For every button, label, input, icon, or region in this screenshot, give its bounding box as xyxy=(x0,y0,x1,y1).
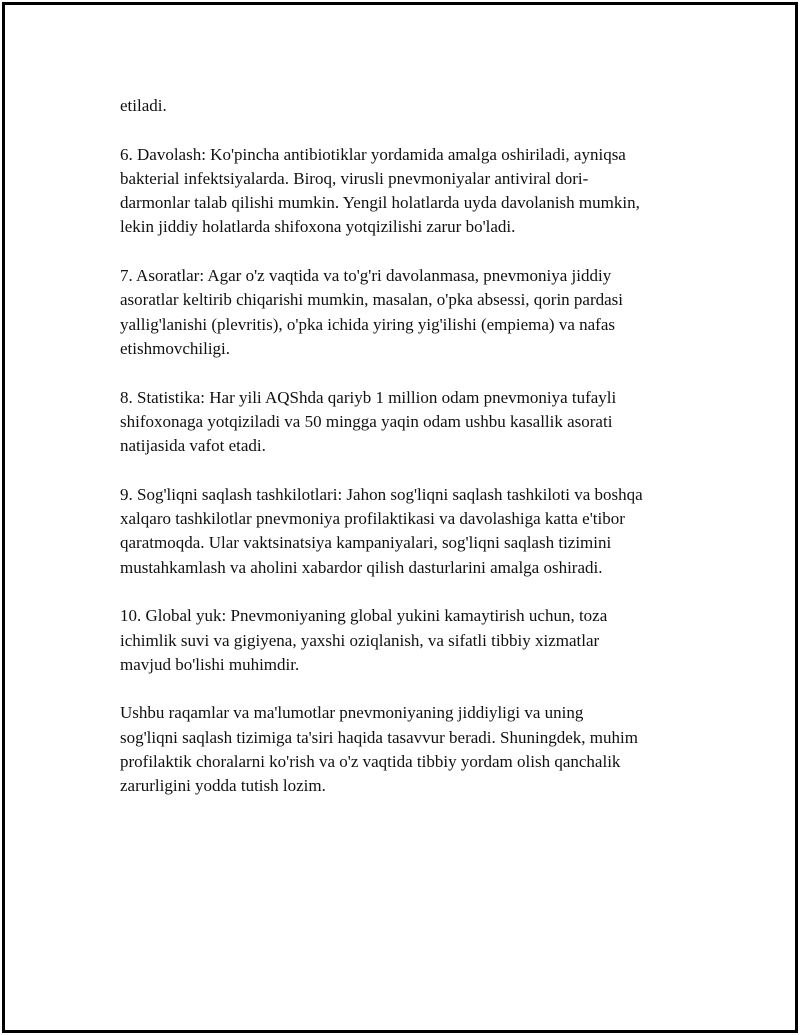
text-line: Ushbu raqamlar va ma'lumotlar pnevmoniyaning jiddiyligi va uning xyxy=(120,703,584,723)
text-line: mustahkamlash va aholini xabardor qilish dasturlarini amalga oshiradi. xyxy=(120,557,603,577)
text-line: ichimlik suvi va gigiyena, yaxshi oziqlanish, va sifatli tibbiy xizmatlar xyxy=(120,630,600,650)
text-line: yallig'lanishi (plevritis), o'pka ichida yiring yig'ilishi (empiema) va nafas xyxy=(120,314,615,334)
text-line: etiladi. xyxy=(120,96,167,115)
paragraph-treatment xyxy=(120,143,700,240)
text-line: sog'liqni saqlash tizimiga ta'siri haqida tasavvur beradi. Shuningdek, muhim xyxy=(120,727,638,747)
page-frame xyxy=(2,2,798,1033)
text-line: qaratmoqda. Ular vaktsinatsiya kampaniyalari, sog'liqni saqlash tizimini xyxy=(120,533,612,553)
paragraph-global-burden xyxy=(120,604,700,677)
text-line: 8. Statistika: Har yili AQShda qariyb 1 million odam pnevmoniya tufayli xyxy=(120,387,617,407)
text-line: profilaktik choralarni ko'rish va o'z vaqtida tibbiy yordam olish qanchalik xyxy=(120,752,621,772)
text-line: shifoxonaga yotqiziladi va 50 mingga yaqin odam ushbu kasallik asorati xyxy=(120,411,613,431)
text-line: darmonlar talab qilishi mumkin. Yengil holatlarda uyda davolanish mumkin, xyxy=(120,193,640,213)
text-line: natijasida vafot etadi. xyxy=(120,436,266,456)
text-line: zarurligini yodda tutish lozim. xyxy=(120,776,326,796)
paragraph-continuation xyxy=(120,94,700,118)
text-line: xalqaro tashkilotlar pnevmoniya profilaktikasi va davolashiga katta e'tibor xyxy=(120,509,625,529)
text-line: 10. Global yuk: Pnevmoniyaning global yukini kamaytirish uchun, toza xyxy=(120,606,608,626)
text-line: 6. Davolash: Ko'pincha antibiotiklar yordamida amalga oshiriladi, ayniqsa xyxy=(120,144,626,164)
document-body xyxy=(120,94,700,823)
text-line: etishmovchiligi. xyxy=(120,338,231,358)
paragraph-health-organizations xyxy=(120,483,700,580)
text-line: mavjud bo'lishi muhimdir. xyxy=(120,654,300,674)
text-line: 9. Sog'liqni saqlash tashkilotlari: Jahon sog'liqni saqlash tashkiloti va boshqa xyxy=(120,484,643,504)
text-line: lekin jiddiy holatlarda shifoxona yotqizilishi zarur bo'ladi. xyxy=(120,217,516,237)
text-line: asoratlar keltirib chiqarishi mumkin, masalan, o'pka absessi, qorin pardasi xyxy=(120,290,624,310)
paragraph-complications xyxy=(120,264,700,361)
text-line: 7. Asoratlar: Agar o'z vaqtida va to'g'ri davolanmasa, pnevmoniya jiddiy xyxy=(120,266,612,286)
text-line: bakterial infektsiyalarda. Biroq, virusli pnevmoniyalar antiviral dori- xyxy=(120,168,589,188)
paragraph-conclusion xyxy=(120,701,700,798)
paragraph-statistics xyxy=(120,386,700,459)
